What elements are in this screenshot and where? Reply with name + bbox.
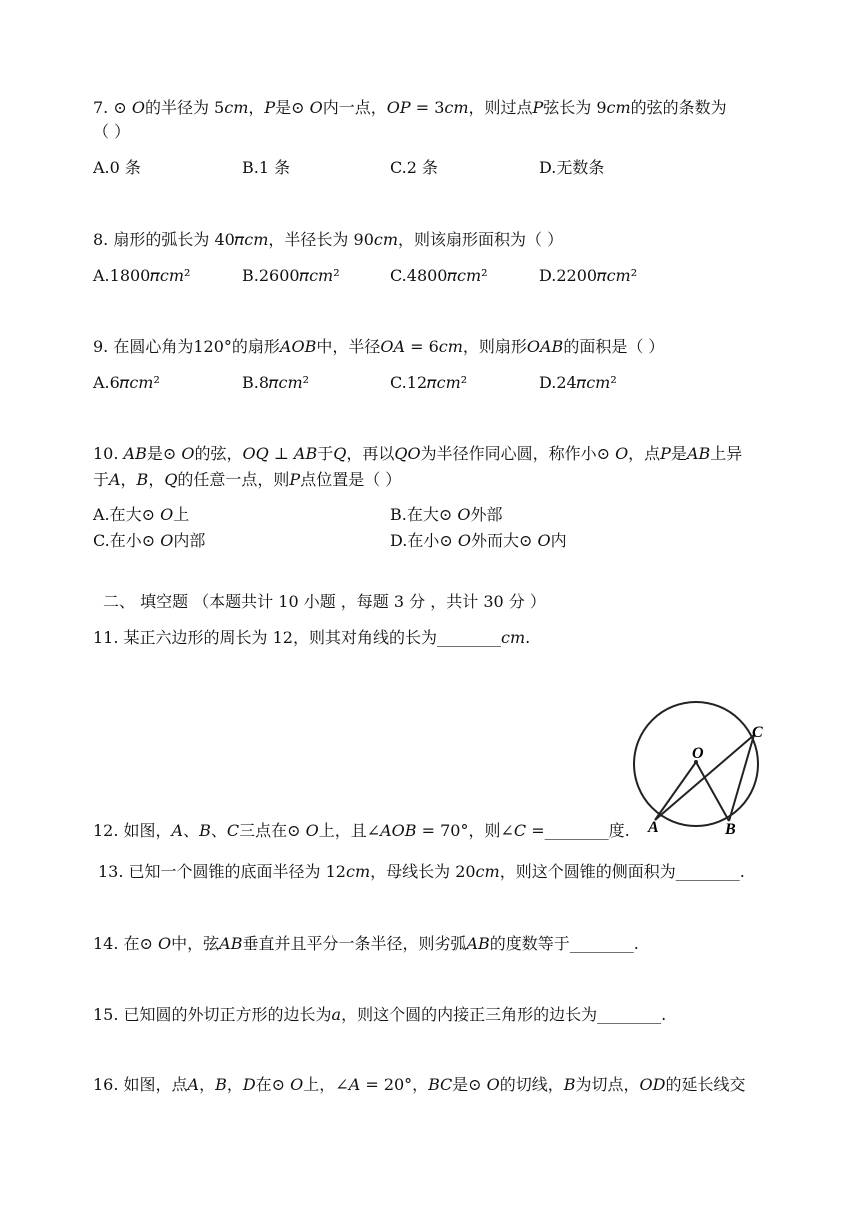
segment-bc <box>729 735 754 821</box>
q8-option-d: D.2200𝜋𝑐𝑚² <box>539 266 638 285</box>
q12-stem: 12. 如图，𝐴、𝐵、𝐶三点在⊙ 𝑂上，且∠𝐴𝑂𝐵 = 70°，则∠𝐶 =________度. <box>93 821 630 840</box>
q10-option-d: D.在小⊙ 𝑂外而大⊙ 𝑂内 <box>390 531 567 550</box>
q9-option-c: C.12𝜋𝑐𝑚² <box>390 373 468 392</box>
q10-option-c: C.在小⊙ 𝑂内部 <box>93 531 206 550</box>
q10-stem-line2: 于𝐴，𝐵，𝑄的任意一点，则𝑃点位置是（ ） <box>93 470 402 489</box>
label-c: C <box>752 724 763 741</box>
q7-option-d: D.无数条 <box>539 158 605 177</box>
q8-option-c: C.4800𝜋𝑐𝑚² <box>390 266 488 285</box>
q10-option-a: A.在大⊙ 𝑂上 <box>93 505 190 524</box>
q8-option-a: A.1800𝜋𝑐𝑚² <box>93 266 191 285</box>
q13-stem: 13. 已知一个圆锥的底面半径为 12𝑐𝑚，母线长为 20𝑐𝑚，则这个圆锥的侧面积为________. <box>98 862 745 881</box>
q15-stem: 15. 已知圆的外切正方形的边长为𝑎，则这个圆的内接正三角形的边长为________. <box>93 1005 667 1024</box>
circle-figure <box>626 700 776 840</box>
q8-stem: 8. 扇形的弧长为 40𝜋𝑐𝑚，半径长为 90𝑐𝑚，则该扇形面积为（ ） <box>93 230 564 249</box>
q9-option-d: D.24𝜋𝑐𝑚² <box>539 373 617 392</box>
q9-option-b: B.8𝜋𝑐𝑚² <box>242 373 310 392</box>
section-heading-fill-in: 二、 填空题 （本题共计 10 小题 ，每题 3 分 ，共计 30 分 ） <box>103 592 546 611</box>
q7-stem-line2: （ ） <box>93 122 131 141</box>
label-o: O <box>692 745 704 762</box>
label-b: B <box>725 821 736 838</box>
q8-option-b: B.2600𝜋𝑐𝑚² <box>242 266 340 285</box>
q9-stem: 9. 在圆心角为120°的扇形𝐴𝑂𝐵中，半径𝑂𝐴 = 6𝑐𝑚，则扇形𝑂𝐴𝐵的面积是（ ） <box>93 337 665 356</box>
q10-option-b: B.在大⊙ 𝑂外部 <box>390 505 503 524</box>
q9-option-a: A.6𝜋𝑐𝑚² <box>93 373 160 392</box>
q10-stem-line1: 10. 𝐴𝐵是⊙ 𝑂的弦，𝑂𝑄 ⊥ 𝐴𝐵于𝑄，再以𝑄𝑂为半径作同心圆，称作小⊙ 𝑂，点𝑃是𝐴𝐵上异 <box>93 444 743 463</box>
q14-stem: 14. 在⊙ 𝑂中，弦𝐴𝐵垂直并且平分一条半径，则劣弧𝐴𝐵的度数等于________. <box>93 934 639 953</box>
q11-stem: 11. 某正六边形的周长为 12，则其对角线的长为________𝑐𝑚. <box>93 628 531 647</box>
q7-stem-line1: 7. ⊙ 𝑂的半径为 5𝑐𝑚，𝑃是⊙ 𝑂内一点，𝑂𝑃 = 3𝑐𝑚，则过点𝑃弦长为 9𝑐𝑚的弦的条数为 <box>93 98 727 117</box>
q16-stem: 16. 如图，点𝐴，𝐵，𝐷在⊙ 𝑂上，∠𝐴 = 20°，𝐵𝐶是⊙ 𝑂的切线，𝐵为切点，𝑂𝐷的延长线交 <box>93 1075 746 1094</box>
q7-option-a: A.0 条 <box>93 158 141 177</box>
q7-option-b: B.1 条 <box>242 158 291 177</box>
label-a: A <box>648 819 659 836</box>
q7-option-c: C.2 条 <box>390 158 439 177</box>
